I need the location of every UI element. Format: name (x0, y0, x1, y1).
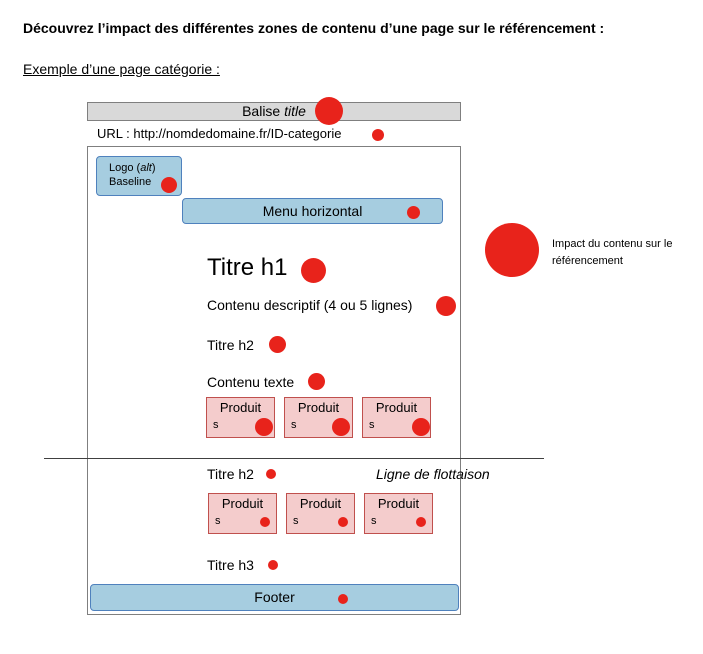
title-tag-label: Balise (242, 103, 285, 119)
title-tag-italic: title (284, 103, 306, 119)
impact-dot-h3 (268, 560, 278, 570)
h2-top-label: Titre h2 (207, 337, 254, 353)
h1-label: Titre h1 (207, 254, 288, 281)
product-box (364, 493, 433, 534)
footer-label: Footer (254, 589, 295, 605)
impact-dot-text-content (308, 373, 325, 390)
product-box (286, 493, 355, 534)
page-heading: Découvrez l’impact des différentes zones de contenu d’une page sur le référencement : (23, 20, 605, 36)
impact-dot-product (412, 418, 430, 436)
impact-dot-product-small (260, 517, 270, 527)
h3-label: Titre h3 (207, 557, 254, 573)
product-label: Produit (299, 496, 342, 511)
logo-alt: alt (140, 162, 152, 174)
impact-dot-product (332, 418, 350, 436)
h2-bottom-label: Titre h2 (207, 466, 254, 482)
impact-dot-product-small (416, 517, 426, 527)
impact-dot-product (255, 418, 273, 436)
legend-label: Impact du contenu sur le référencement (552, 238, 673, 267)
impact-dot-h2-bottom (266, 469, 276, 479)
product-label-suffix: s (213, 419, 219, 431)
impact-dot-url (372, 129, 384, 141)
baseline-label: Baseline (109, 176, 152, 188)
impact-dot-h1 (301, 258, 326, 283)
product-label-suffix: s (291, 419, 297, 431)
product-label: Produit (219, 400, 262, 415)
impact-dot-descriptive (436, 296, 456, 316)
product-label-suffix: s (369, 419, 375, 431)
logo-suffix: ) (151, 162, 156, 174)
legend-dot (485, 223, 539, 277)
product-label: Produit (375, 400, 418, 415)
product-box (208, 493, 277, 534)
fold-label: Ligne de flottaison (376, 466, 490, 482)
impact-dot-h2-top (269, 336, 286, 353)
impact-dot-menu (407, 206, 420, 219)
impact-dot-product-small (338, 517, 348, 527)
product-label: Produit (377, 496, 420, 511)
product-label-suffix: s (293, 515, 299, 527)
impact-dot-logo (161, 177, 177, 193)
descriptive-content-label: Contenu descriptif (4 ou 5 lignes) (207, 297, 413, 313)
impact-dot-footer (338, 594, 348, 604)
footer-box (90, 584, 459, 611)
example-subheading: Exemple d’une page catégorie : (23, 61, 220, 77)
product-label: Produit (297, 400, 340, 415)
product-label: Produit (221, 496, 264, 511)
text-content-label: Contenu texte (207, 374, 295, 390)
url-label: URL : http://nomdedomaine.fr/ID-categorie (97, 126, 342, 141)
product-label-suffix: s (371, 515, 377, 527)
fold-line (44, 458, 544, 459)
impact-dot-title (315, 97, 343, 125)
menu-label: Menu horizontal (262, 203, 363, 219)
title-tag-bar (87, 102, 461, 121)
logo-line (109, 161, 181, 175)
menu-box (182, 198, 443, 224)
logo-label: Logo ( (109, 162, 141, 174)
product-label-suffix: s (215, 515, 221, 527)
